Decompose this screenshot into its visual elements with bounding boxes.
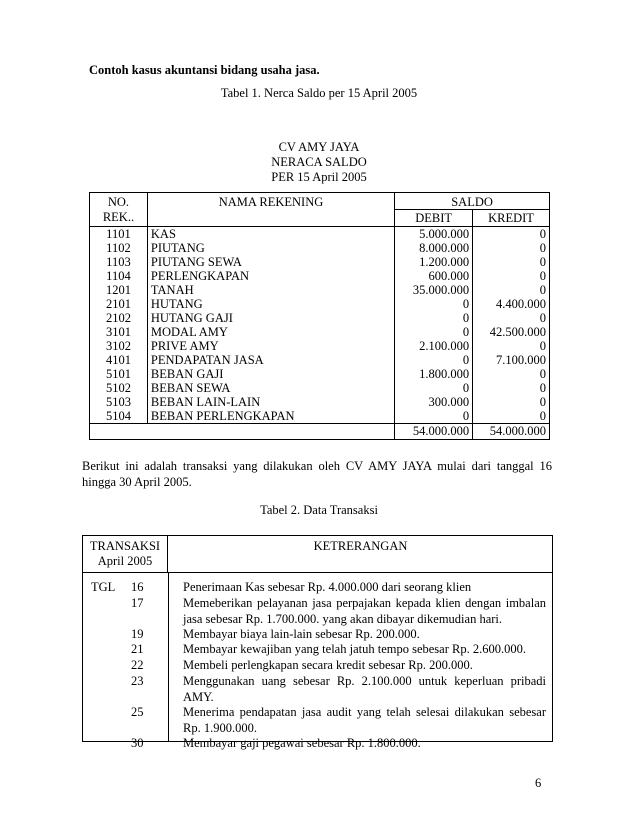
account-name: BEBAN GAJI	[147, 367, 394, 381]
table-row	[90, 269, 550, 283]
table1-header-row	[90, 193, 550, 210]
intro-paragraph: Berikut ini adalah transaksi yang dilakukan oleh CV AMY JAYA mulai dari tanggal 16 hingga 30 April 2005.	[82, 459, 552, 489]
account-number: 5102	[90, 381, 148, 395]
account-name: HUTANG	[147, 297, 394, 311]
debit-value: 300.000	[395, 395, 473, 409]
transaction-day: 25	[131, 705, 144, 719]
kredit-value: 42.500.000	[473, 325, 550, 339]
account-name: PRIVE AMY	[147, 339, 394, 353]
company-name: CV AMY JAYA	[278, 140, 360, 154]
header-no-line1: NO.	[107, 195, 130, 210]
transaction-day: 19	[131, 627, 144, 641]
debit-value: 0	[395, 409, 473, 424]
page-number: 6	[535, 776, 542, 790]
kredit-value: 0	[473, 269, 550, 283]
kredit-value: 7.100.000	[473, 353, 550, 367]
kredit-value: 0	[473, 241, 550, 255]
account-number: 1103	[90, 255, 148, 269]
debit-value: 8.000.000	[395, 241, 473, 255]
table-row	[90, 297, 550, 311]
report-title: NERACA SALDO	[271, 155, 367, 169]
debit-value: 0	[395, 325, 473, 339]
total-debit: 54.000.000	[395, 423, 473, 439]
header-transaksi	[83, 536, 168, 572]
transaction-description: Menerima pendapatan jasa audit yang telah selesai dilakukan sebesar Rp. 1.900.000.	[183, 705, 546, 735]
transaction-description: Menggunakan uang sebesar Rp. 2.100.000 untuk keperluan pribadi AMY.	[183, 674, 546, 704]
table1-caption: Tabel 1. Nerca Saldo per 15 April 2005	[220, 86, 418, 100]
transaction-description: Membeli perlengkapan secara kredit sebesar Rp. 200.000.	[183, 658, 473, 672]
table-row	[90, 226, 550, 241]
account-number: 3101	[90, 325, 148, 339]
header-rek: REK..	[90, 210, 148, 227]
debit-value: 0	[395, 297, 473, 311]
header-name: NAMA REKENING	[147, 193, 394, 227]
account-number: 2102	[90, 311, 148, 325]
debit-value: 0	[395, 311, 473, 325]
table1-total-row	[90, 423, 550, 439]
kredit-value: 0	[473, 226, 550, 241]
table-row	[90, 241, 550, 255]
debit-value: 1.800.000	[395, 367, 473, 381]
transaction-description: Membayar biaya lain-lain sebesar Rp. 200.000.	[183, 627, 420, 641]
account-number: 5101	[90, 367, 148, 381]
account-number: 3102	[90, 339, 148, 353]
debit-value: 0	[395, 381, 473, 395]
report-date: PER 15 April 2005	[271, 170, 367, 184]
account-number: 4101	[90, 353, 148, 367]
table-row	[90, 283, 550, 297]
header-saldo: SALDO	[395, 193, 550, 210]
transaction-day: 30	[131, 736, 144, 750]
debit-value: 1.200.000	[395, 255, 473, 269]
kredit-value: 4.400.000	[473, 297, 550, 311]
account-number: 1102	[90, 241, 148, 255]
account-name: KAS	[147, 226, 394, 241]
account-name: TANAH	[147, 283, 394, 297]
kredit-value: 0	[473, 339, 550, 353]
transaction-day: 17	[131, 596, 144, 610]
table-row	[90, 381, 550, 395]
header-transaksi-line1: TRANSAKSI	[89, 539, 161, 553]
header-no	[90, 193, 148, 210]
transaction-table	[82, 535, 553, 750]
account-number: 5104	[90, 409, 148, 424]
transaction-day: 16	[131, 580, 144, 594]
transaction-day: 21	[131, 642, 144, 656]
header-debit: DEBIT	[395, 210, 473, 227]
account-number: 2101	[90, 297, 148, 311]
column-divider	[168, 572, 169, 741]
trial-balance-table	[89, 192, 550, 440]
kredit-value: 0	[473, 395, 550, 409]
debit-value: 35.000.000	[395, 283, 473, 297]
table-row	[90, 325, 550, 339]
header-keterangan: KETRERANGAN	[313, 539, 408, 553]
table-row	[90, 353, 550, 367]
tgl-label: TGL	[91, 580, 116, 594]
account-number: 5103	[90, 395, 148, 409]
kredit-value: 0	[473, 283, 550, 297]
account-name: PIUTANG SEWA	[147, 255, 394, 269]
kredit-value: 0	[473, 367, 550, 381]
header-kredit: KREDIT	[473, 210, 550, 227]
debit-value: 5.000.000	[395, 226, 473, 241]
table-row	[90, 339, 550, 353]
document-heading: Contoh kasus akuntansi bidang usaha jasa.	[89, 63, 320, 77]
table-row	[90, 311, 550, 325]
company-block	[0, 140, 638, 185]
account-number: 1104	[90, 269, 148, 283]
account-name: BEBAN PERLENGKAPAN	[147, 409, 394, 424]
account-name: BEBAN SEWA	[147, 381, 394, 395]
account-number: 1201	[90, 283, 148, 297]
account-name: MODAL AMY	[147, 325, 394, 339]
table-row	[90, 409, 550, 424]
transaction-description: Membayar gaji pegawai sebesar Rp. 1.800.000.	[183, 736, 421, 750]
table-row	[90, 367, 550, 381]
account-number: 1101	[90, 226, 148, 241]
kredit-value: 0	[473, 255, 550, 269]
account-name: PENDAPATAN JASA	[147, 353, 394, 367]
total-empty-cell	[90, 423, 148, 439]
header-divider	[83, 572, 552, 573]
kredit-value: 0	[473, 381, 550, 395]
transaction-day: 22	[131, 658, 144, 672]
kredit-value: 0	[473, 409, 550, 424]
total-label-cell	[147, 423, 394, 439]
header-transaksi-line2: April 2005	[97, 554, 153, 568]
kredit-value: 0	[473, 311, 550, 325]
debit-value: 2.100.000	[395, 339, 473, 353]
transaction-description: Membayar kewajiban yang telah jatuh tempo sebesar Rp. 2.600.000.	[183, 642, 526, 656]
table2-caption: Tabel 2. Data Transaksi	[260, 503, 378, 517]
debit-value: 0	[395, 353, 473, 367]
account-name: BEBAN LAIN-LAIN	[147, 395, 394, 409]
transaction-description: Memeberikan pelayanan jasa perpajakan kepada klien dengan imbalan jasa sebesar Rp. 1.700.000. yang akan dibayar dikemudian hari.	[183, 596, 546, 626]
account-name: HUTANG GAJI	[147, 311, 394, 325]
table-row	[90, 255, 550, 269]
table-row	[90, 395, 550, 409]
debit-value: 600.000	[395, 269, 473, 283]
total-kredit: 54.000.000	[473, 423, 550, 439]
transaction-day: 23	[131, 674, 144, 688]
transaction-description: Penerimaan Kas sebesar Rp. 4.000.000 dari seorang klien	[183, 580, 472, 594]
account-name: PERLENGKAPAN	[147, 269, 394, 283]
account-name: PIUTANG	[147, 241, 394, 255]
